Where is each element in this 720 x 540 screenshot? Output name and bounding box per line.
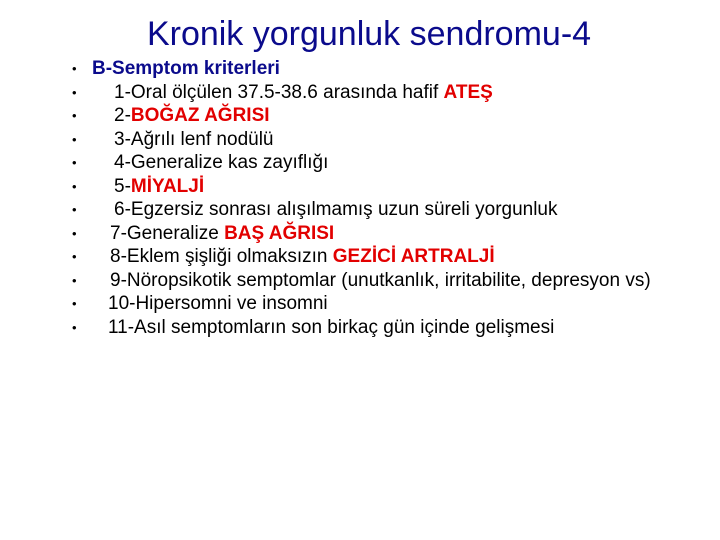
list-item [72,175,672,199]
item-text: 5- [114,175,131,197]
bullet-icon: • [72,84,77,100]
bullet-icon: • [72,202,77,217]
list-item [72,269,672,293]
list-item [72,222,672,246]
bullet-icon: • [72,249,77,264]
item-text: 11-Asıl semptomların son birkaç gün içinde gelişmesi [108,316,555,338]
item-text: 2- [114,105,131,126]
bullet-icon: • [72,131,77,147]
slide-title: Kronik yorgunluk sendromu-4 [146,15,592,53]
bullet-icon: • [72,319,77,335]
item-text: 1-Oral ölçülen 37.5-38.6 arasında hafif [114,81,444,103]
item-text: 9-Nöropsikotik semptomlar (unutkanlık, irritabilite, depresyon vs) [110,269,651,291]
bullet-icon: • [72,61,77,76]
list-item [72,198,672,222]
bullet-icon: • [72,225,77,241]
bullet-icon: • [72,108,77,123]
list-item-header [72,57,672,81]
item-text: 7-Generalize [110,222,225,244]
item-text: 8-Eklem şişliği olmaksızın [110,246,333,267]
bullet-icon: • [72,178,77,194]
list-item [72,151,672,175]
item-highlight: GEZİCİ ARTRALJİ [332,246,495,267]
criteria-header: B-Semptom kriterleri [92,58,280,79]
item-text: 3-Ağrılı lenf nodülü [114,128,274,150]
item-highlight: MİYALJİ [130,175,205,197]
item-text: 6-Egzersiz sonrası alışılmamış uzun süreli yorgunluk [114,199,558,220]
criteria-list [72,57,672,339]
list-item [72,292,672,316]
list-item [72,104,672,128]
item-highlight: BOĞAZ AĞRISI [130,105,270,126]
item-highlight: ATEŞ [443,81,493,103]
list-item [72,81,672,105]
list-item [72,245,672,269]
list-item [72,316,672,340]
bullet-icon: • [72,155,77,170]
bullet-icon: • [72,296,77,311]
item-highlight: BAŞ AĞRISI [224,222,335,244]
bullet-icon: • [72,272,77,288]
list-item [72,128,672,152]
item-text: 10-Hipersomni ve insomni [108,293,328,314]
item-text: 4-Generalize kas zayıflığı [114,152,329,173]
